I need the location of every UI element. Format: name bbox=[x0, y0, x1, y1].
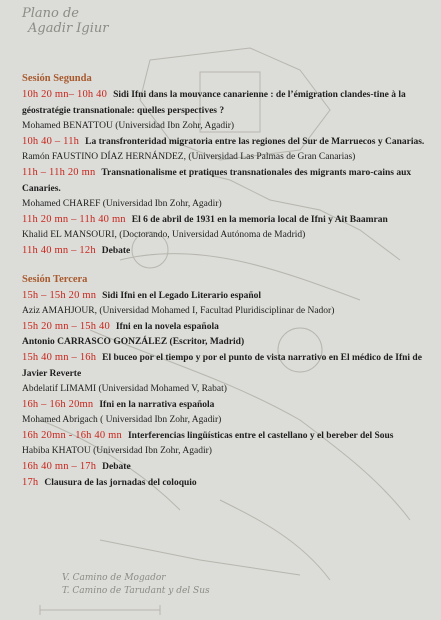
agenda-item bbox=[22, 397, 427, 413]
time-slot: 15h 20 mn – 15h 40 bbox=[22, 321, 110, 332]
session-block bbox=[22, 72, 427, 259]
speaker-name: Antonio CARRASCO GONZÁLEZ (Escritor, Madrid) bbox=[22, 337, 245, 347]
time-slot: 15h – 15h 20 mn bbox=[22, 290, 97, 301]
agenda-item bbox=[22, 319, 427, 335]
talk-title: Debate bbox=[101, 246, 131, 256]
time-slot: 16h – 16h 20mn bbox=[22, 399, 94, 410]
talk-title: Sidi Ifni en el Legado Literario español bbox=[102, 291, 262, 301]
agenda-item bbox=[22, 459, 427, 475]
agenda-item bbox=[22, 165, 427, 197]
program-content bbox=[22, 72, 427, 491]
agenda-item bbox=[22, 475, 427, 491]
session-entries bbox=[22, 288, 427, 491]
time-slot: 16h 20mn - 16h 40 mn bbox=[22, 430, 122, 441]
talk-title: El 6 de abril de 1931 en la memoria local de Ifni y Ait Baamran bbox=[131, 215, 388, 225]
speaker-name: Mohamed CHAREF (Universidad Ibn Zohr, Agadir) bbox=[22, 199, 222, 209]
agenda-item bbox=[22, 288, 427, 304]
time-slot: 16h 40 mn – 17h bbox=[22, 461, 97, 472]
session-title: Sesión Tercera bbox=[22, 274, 88, 285]
time-slot: 11h 40 mn – 12h bbox=[22, 245, 96, 256]
talk-title: Debate bbox=[102, 462, 131, 472]
time-slot: 11h – 11h 20 mn bbox=[22, 167, 96, 178]
talk-title: Ifni en la narrativa española bbox=[99, 400, 215, 410]
speaker-name: Aziz AMAHJOUR, (Universidad Mohamed I, Facultad Pluridisciplinar de Nador) bbox=[22, 306, 335, 316]
talk-title: Sidi Ifni dans la mouvance canarienne : de l’émigration clandes-tine à la géostratégie transnationale: quelles perspectives ? bbox=[22, 90, 406, 116]
time-slot: 11h 20 mn – 11h 40 mn bbox=[22, 214, 126, 225]
speaker-name: Mohamed Abrigach ( Universidad Ibn Zohr, Agadir) bbox=[22, 415, 222, 425]
agenda-item bbox=[22, 134, 427, 150]
time-slot: 10h 40 – 11h bbox=[22, 136, 80, 147]
agenda-item bbox=[22, 243, 427, 259]
speaker-name: Abdelatif LIMAMI (Universidad Mohamed V, Rabat) bbox=[22, 384, 227, 394]
map-title-line-2: Agadir Igiur bbox=[28, 21, 109, 36]
talk-title: Interferencias lingüísticas entre el castellano y el bereber del Sous bbox=[127, 431, 394, 441]
time-slot: 15h 40 mn – 16h bbox=[22, 352, 97, 363]
time-slot: 17h bbox=[22, 477, 39, 488]
speaker-name: Mohamed BENATTOU (Universidad Ibn Zohr, Agadir) bbox=[22, 121, 235, 131]
session-block bbox=[22, 273, 427, 491]
talk-title: Clausura de las jornadas del coloquio bbox=[44, 478, 197, 488]
session-entries bbox=[22, 87, 427, 259]
map-footer-note-2: T. Camino de Tarudant y del Sus bbox=[62, 586, 210, 596]
map-title-line-1: Plano de bbox=[22, 6, 80, 21]
agenda-item bbox=[22, 212, 427, 228]
map-footer-notes bbox=[62, 572, 210, 598]
agenda-item bbox=[22, 87, 427, 119]
talk-title: Transnationalisme et pratiques transnationales des migrants maro-cains aux Canaries. bbox=[22, 168, 412, 194]
talk-title: El buceo por el tiempo y por el punto de vista narrativo en El médico de Ifni de Javier Reverte bbox=[22, 353, 422, 379]
speaker-name: Habiba KHATOU (Universidad Ibn Zohr, Agadir) bbox=[22, 446, 212, 456]
talk-title: La transfronteridad migratoria entre las regiones del Sur de Marruecos y Canarias. bbox=[85, 137, 425, 147]
map-handwritten-title bbox=[22, 6, 109, 36]
map-footer-note-1: V. Camino de Mogador bbox=[62, 573, 166, 583]
speaker-name: Khalid EL MANSOURI, (Doctorando, Universidad Autónoma de Madrid) bbox=[22, 230, 306, 240]
session-title: Sesión Segunda bbox=[22, 73, 92, 84]
agenda-item bbox=[22, 428, 427, 444]
talk-title: Ifni en la novela española bbox=[115, 322, 219, 332]
speaker-name: Ramón FAUSTINO DÍAZ HERNÁNDEZ, (Universidad Las Palmas de Gran Canarias) bbox=[22, 152, 356, 162]
agenda-item bbox=[22, 350, 427, 382]
time-slot: 10h 20 mn– 10h 40 bbox=[22, 89, 108, 100]
